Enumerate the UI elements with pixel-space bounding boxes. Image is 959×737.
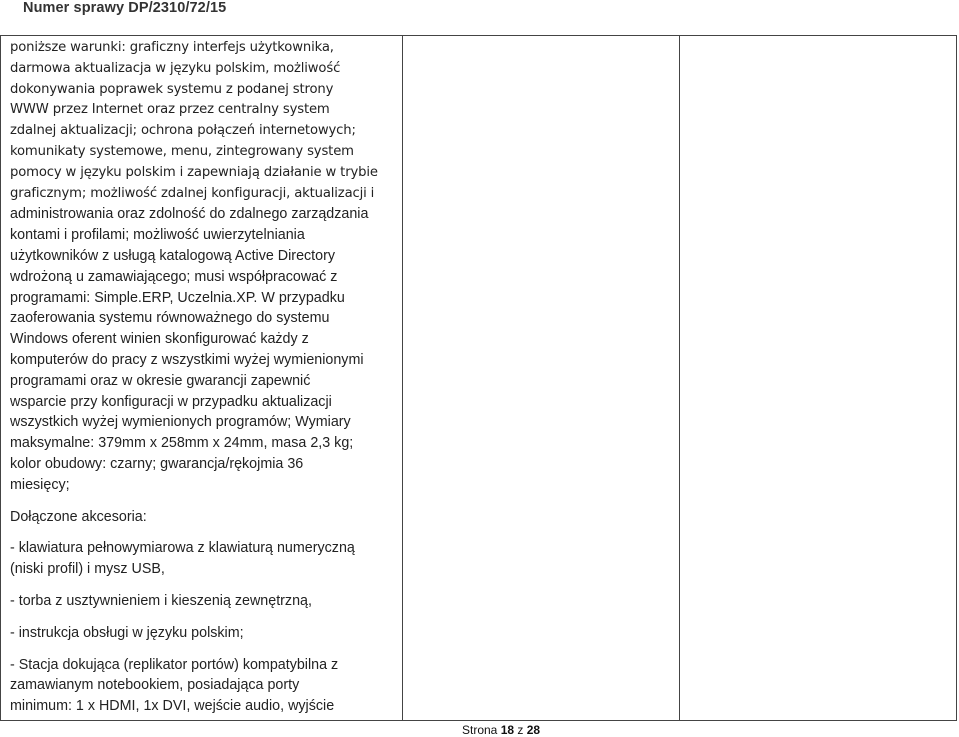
accessory-docking-station: zamawianym notebookiem, posiadająca porty bbox=[10, 677, 300, 694]
description-line: kontami i profilami; możliwość uwierzytelniania bbox=[10, 227, 305, 244]
description-line: miesięcy; bbox=[10, 476, 70, 493]
description-line: komputerów do pracy z wszystkimi wyżej wymienionymi bbox=[10, 351, 364, 368]
page-footer bbox=[0, 724, 959, 737]
description-line: wdrożoną u zamawiającego; musi współpracować z bbox=[10, 268, 338, 285]
description-line: Windows oferent winien skonfigurować każdy z bbox=[10, 331, 309, 348]
page-label: Strona bbox=[462, 723, 498, 737]
specification-table bbox=[0, 35, 957, 721]
accessory-bag: - torba z usztywnieniem i kieszenią zewnętrzną, bbox=[10, 592, 312, 609]
description-line: graficznym; możliwość zdalnej konfiguracji, aktualizacji i bbox=[10, 185, 375, 201]
description-line: programami oraz w okresie gwarancji zapewnić bbox=[10, 372, 311, 389]
page-number bbox=[462, 723, 540, 737]
description-line: darmowa aktualizacja w języku polskim, możliwość bbox=[10, 60, 341, 76]
description-line: administrowania oraz zdolność do zdalnego zarządzania bbox=[10, 206, 369, 223]
accessory-docking-station: - Stacja dokująca (replikator portów) kompatybilna z bbox=[10, 656, 339, 673]
description-line: użytkowników z usługą katalogową Active Directory bbox=[10, 247, 336, 264]
description-cell bbox=[10, 38, 400, 717]
description-line: dokonywania poprawek systemu z podanej strony bbox=[10, 81, 334, 97]
description-line: wsparcie przy konfiguracji w przypadku aktualizacji bbox=[10, 393, 332, 410]
description-line: komunikaty systemowe, menu, zintegrowany system bbox=[10, 143, 354, 159]
accessory-keyboard: (niski profil) i mysz USB, bbox=[10, 561, 165, 578]
description-line: zaoferowania systemu równoważnego do systemu bbox=[10, 310, 330, 327]
column-divider bbox=[679, 36, 680, 720]
page-header bbox=[0, 0, 959, 23]
description-line: programami: Simple.ERP, Uczelnia.XP. W przypadku bbox=[10, 289, 345, 306]
description-line: WWW przez Internet oraz przez centralny system bbox=[10, 102, 330, 118]
page-current: 18 bbox=[500, 723, 515, 737]
description-line: maksymalne: 379mm x 258mm x 24mm, masa 2,3 kg; bbox=[10, 435, 354, 452]
description-line: poniższe warunki: graficzny interfejs użytkownika, bbox=[10, 40, 334, 55]
description-line: zdalnej aktualizacji; ochrona połączeń internetowych; bbox=[10, 123, 356, 139]
description-line: pomocy w języku polskim i zapewniają działanie w trybie bbox=[10, 164, 378, 180]
accessory-docking-station: minimum: 1 x HDMI, 1x DVI, wejście audio, wyjście bbox=[10, 698, 335, 715]
accessory-manual: - instrukcja obsługi w języku polskim; bbox=[10, 624, 244, 641]
column-divider bbox=[402, 36, 403, 720]
description-line: kolor obudowy: czarny; gwarancja/rękojmia 36 bbox=[10, 455, 304, 472]
description-line: wszystkich wyżej wymienionych programów; Wymiary bbox=[10, 414, 351, 431]
accessories-heading: Dołączone akcesoria: bbox=[10, 508, 147, 525]
accessory-keyboard: - klawiatura pełnowymiarowa z klawiaturą numeryczną bbox=[10, 540, 355, 557]
case-number-title: Numer sprawy DP/2310/72/15 bbox=[23, 0, 227, 16]
page-total: 28 bbox=[526, 723, 541, 737]
page-of: z bbox=[517, 723, 524, 737]
